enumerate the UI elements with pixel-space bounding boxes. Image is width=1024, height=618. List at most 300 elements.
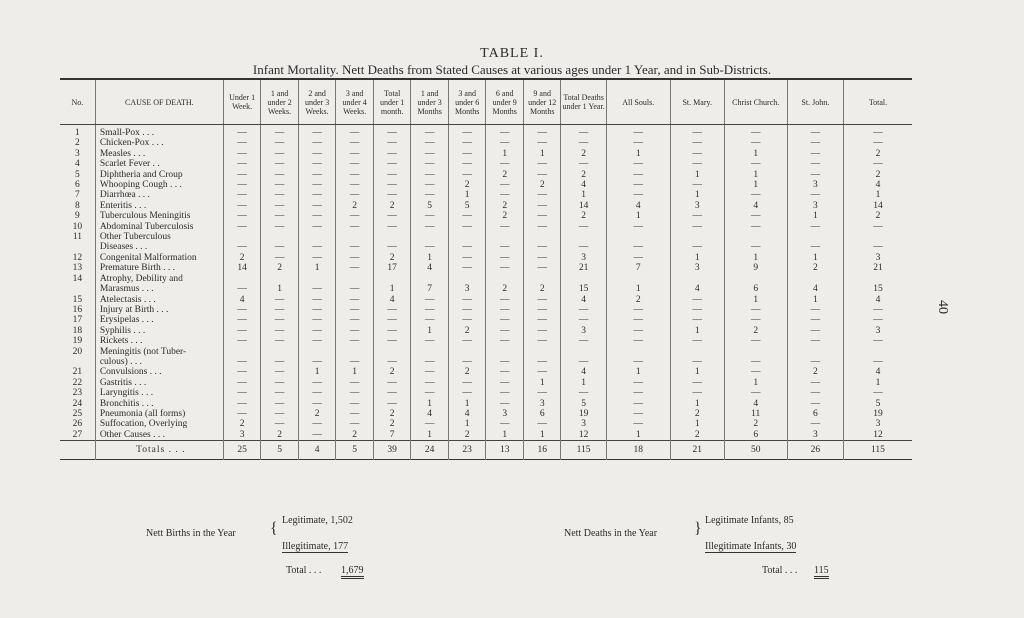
value-cell: 4 [670, 284, 724, 294]
value-cell: 2 [261, 263, 299, 273]
cause-cell: Syphilis . . . [95, 326, 223, 336]
cause-cell: Other Causes . . . [95, 430, 223, 441]
value-cell: — [411, 419, 449, 429]
cause-cell: Other Tuberculous [95, 232, 223, 242]
row-number: 2 [75, 138, 80, 149]
table-row [60, 378, 912, 388]
value-cell: — [843, 159, 912, 169]
value-cell: — [336, 399, 374, 409]
value-cell: — [787, 419, 843, 429]
column-header: 3 and under 6 Months [448, 79, 486, 125]
row-number: 12 [72, 252, 83, 263]
value-cell: — [670, 315, 724, 325]
value-cell: 5 [561, 399, 606, 409]
value-cell: — [787, 159, 843, 169]
value-cell: — [223, 284, 261, 294]
value-cell: — [670, 222, 724, 232]
value-cell: — [486, 357, 524, 367]
value-cell: 1 [606, 430, 670, 441]
value-cell: 14 [561, 201, 606, 211]
value-cell: — [223, 409, 261, 419]
value-cell: 1 [670, 367, 724, 377]
deaths-brace: } [694, 520, 702, 537]
value-cell: 6 [724, 284, 787, 294]
value-cell: — [336, 378, 374, 388]
value-cell: — [448, 242, 486, 252]
value-cell: — [223, 399, 261, 409]
value-cell: — [606, 159, 670, 169]
cause-cell: Atelectasis . . . [95, 295, 223, 305]
value-cell: — [606, 378, 670, 388]
value-cell: — [486, 399, 524, 409]
cause-cell: Meningitis (not Tuber- [95, 347, 223, 357]
value-cell: 2 [373, 253, 411, 263]
value-cell: — [448, 138, 486, 148]
value-cell: — [561, 305, 606, 315]
value-cell [787, 347, 843, 357]
value-cell [843, 274, 912, 284]
cause-cell: Small-Pox . . . [95, 125, 223, 139]
value-cell: — [787, 315, 843, 325]
value-cell [523, 347, 561, 357]
value-cell: 3 [523, 399, 561, 409]
value-cell: — [298, 305, 336, 315]
value-cell [724, 347, 787, 357]
value-cell: — [298, 159, 336, 169]
value-cell: — [523, 367, 561, 377]
table-title: TABLE I. [480, 46, 544, 61]
row-number: 18 [72, 325, 83, 336]
table-row [60, 138, 912, 148]
value-cell: — [336, 211, 374, 221]
value-cell: 2 [448, 430, 486, 441]
value-cell: — [561, 222, 606, 232]
value-cell: — [724, 357, 787, 367]
value-cell: — [411, 336, 449, 346]
table-row [60, 315, 912, 325]
cause-cell: Erysipelas . . . [95, 315, 223, 325]
value-cell: — [261, 295, 299, 305]
row-number: 21 [72, 367, 83, 378]
value-cell: — [523, 138, 561, 148]
table-row [60, 274, 912, 284]
total-value-cell: 5 [336, 441, 374, 460]
value-cell: — [606, 125, 670, 139]
value-cell: 1 [670, 253, 724, 263]
value-cell: — [448, 357, 486, 367]
value-cell [523, 274, 561, 284]
value-cell: 2 [486, 211, 524, 221]
value-cell: 2 [336, 201, 374, 211]
value-cell: 2 [724, 419, 787, 429]
value-cell [373, 347, 411, 357]
value-cell: 1 [724, 170, 787, 180]
value-cell: — [298, 419, 336, 429]
value-cell: — [223, 326, 261, 336]
value-cell: 2 [373, 419, 411, 429]
value-cell: — [261, 253, 299, 263]
value-cell: — [448, 125, 486, 139]
value-cell: 3 [561, 253, 606, 263]
births-label: Nett Births in the Year [146, 528, 236, 539]
deaths-illegitimate: Illegitimate Infants, 30 [705, 541, 797, 552]
value-cell: 2 [486, 201, 524, 211]
value-cell [670, 274, 724, 284]
value-cell: — [670, 159, 724, 169]
value-cell: — [561, 125, 606, 139]
value-cell: — [787, 357, 843, 367]
value-cell: — [843, 305, 912, 315]
value-cell: 1 [606, 284, 670, 294]
value-cell: 2 [787, 367, 843, 377]
value-cell: — [261, 367, 299, 377]
cause-cell: Rickets . . . [95, 336, 223, 346]
value-cell: 3 [223, 430, 261, 441]
row-number [60, 242, 95, 252]
value-cell: — [486, 242, 524, 252]
value-cell: 4 [448, 409, 486, 419]
value-cell: 2 [486, 284, 524, 294]
cause-cell: Enteritis . . . [95, 201, 223, 211]
value-cell: 2 [561, 149, 606, 159]
value-cell: — [223, 138, 261, 148]
value-cell: — [411, 190, 449, 200]
value-cell: — [448, 222, 486, 232]
value-cell: — [336, 326, 374, 336]
value-cell: — [486, 138, 524, 148]
value-cell: — [670, 295, 724, 305]
value-cell: — [523, 336, 561, 346]
value-cell [373, 232, 411, 242]
value-cell: 2 [843, 170, 912, 180]
value-cell: — [298, 295, 336, 305]
value-cell: — [373, 138, 411, 148]
value-cell: 9 [724, 263, 787, 273]
value-cell: — [223, 242, 261, 252]
value-cell: — [724, 305, 787, 315]
value-cell: — [670, 211, 724, 221]
value-cell: 14 [223, 263, 261, 273]
column-header: CAUSE OF DEATH. [95, 79, 223, 125]
value-cell: 4 [561, 295, 606, 305]
value-cell: — [223, 378, 261, 388]
value-cell: — [411, 159, 449, 169]
value-cell [606, 232, 670, 242]
cause-cell: Gastritis . . . [95, 378, 223, 388]
births-illegitimate: Illegitimate, 177 [282, 541, 349, 552]
value-cell: 2 [486, 170, 524, 180]
value-cell: 2 [670, 409, 724, 419]
value-cell: — [523, 190, 561, 200]
value-cell: — [787, 125, 843, 139]
value-cell: — [373, 378, 411, 388]
value-cell: 2 [523, 180, 561, 190]
value-cell: — [223, 222, 261, 232]
value-cell: 4 [843, 180, 912, 190]
table-row [60, 149, 912, 159]
value-cell: — [336, 222, 374, 232]
row-number: 5 [75, 169, 80, 180]
value-cell [670, 347, 724, 357]
total-value-cell: 16 [523, 441, 561, 460]
total-value-cell: 115 [843, 441, 912, 460]
value-cell [223, 347, 261, 357]
value-cell: 3 [670, 201, 724, 211]
value-cell: — [223, 201, 261, 211]
total-value-cell: 24 [411, 441, 449, 460]
cause-cell: Tuberculous Meningitis [95, 211, 223, 221]
value-cell: 2 [448, 180, 486, 190]
value-cell: — [523, 253, 561, 263]
value-cell: — [373, 149, 411, 159]
value-cell [336, 274, 374, 284]
value-cell [448, 347, 486, 357]
deaths-total-label: Total . . . [762, 565, 798, 576]
value-cell: — [561, 242, 606, 252]
value-cell: — [223, 367, 261, 377]
value-cell: — [486, 336, 524, 346]
value-cell: 21 [561, 263, 606, 273]
value-cell: — [298, 430, 336, 441]
value-cell: 1 [523, 430, 561, 441]
value-cell: — [670, 125, 724, 139]
row-number: 3 [75, 148, 80, 159]
value-cell: — [843, 315, 912, 325]
totals-label: Totals . . . [95, 441, 223, 460]
value-cell: — [298, 253, 336, 263]
table-row [60, 211, 912, 221]
cause-cell: Suffocation, Overlying [95, 419, 223, 429]
table-row [60, 263, 912, 273]
value-cell: 1 [670, 419, 724, 429]
value-cell: — [606, 180, 670, 190]
value-cell: — [261, 357, 299, 367]
value-cell: — [606, 419, 670, 429]
value-cell: 1 [523, 378, 561, 388]
births-brace: { [270, 520, 278, 537]
value-cell: 4 [411, 409, 449, 419]
column-header: 9 and under 12 Months [523, 79, 561, 125]
totals-row [60, 441, 912, 460]
value-cell: — [448, 388, 486, 398]
value-cell: — [724, 367, 787, 377]
value-cell: 1 [448, 419, 486, 429]
value-cell: — [523, 357, 561, 367]
value-cell: — [523, 305, 561, 315]
value-cell: — [843, 138, 912, 148]
value-cell: — [261, 180, 299, 190]
value-cell: — [561, 159, 606, 169]
value-cell: 2 [606, 295, 670, 305]
row-number: 24 [72, 398, 83, 409]
value-cell: — [336, 190, 374, 200]
value-cell [448, 274, 486, 284]
row-number: 19 [72, 336, 83, 347]
value-cell: — [486, 190, 524, 200]
value-cell: — [523, 242, 561, 252]
cause-cell: Abdominal Tuberculosis [95, 222, 223, 232]
value-cell: — [448, 378, 486, 388]
totals-blank [60, 441, 95, 460]
value-cell: 3 [787, 201, 843, 211]
value-cell: 7 [373, 430, 411, 441]
value-cell: — [724, 388, 787, 398]
value-cell: — [606, 388, 670, 398]
value-cell: 4 [561, 180, 606, 190]
value-cell: — [724, 242, 787, 252]
value-cell [223, 232, 261, 242]
value-cell: — [223, 305, 261, 315]
value-cell: — [373, 326, 411, 336]
value-cell: 1 [486, 149, 524, 159]
value-cell: — [336, 242, 374, 252]
value-cell [787, 274, 843, 284]
value-cell: — [411, 170, 449, 180]
table-row [60, 170, 912, 180]
value-cell: — [298, 149, 336, 159]
value-cell: 1 [787, 253, 843, 263]
table-row [60, 430, 912, 441]
cause-cell: Whooping Cough . . . [95, 180, 223, 190]
row-number: 7 [75, 190, 80, 201]
page-number: 40 [935, 300, 950, 314]
value-cell: 1 [670, 399, 724, 409]
value-cell [843, 347, 912, 357]
value-cell: — [670, 388, 724, 398]
value-cell: — [448, 211, 486, 221]
cause-cell: Pneumonia (all forms) [95, 409, 223, 419]
value-cell: — [411, 180, 449, 190]
value-cell: — [670, 149, 724, 159]
table-row [60, 222, 912, 232]
value-cell: — [411, 305, 449, 315]
cause-cell: Marasmus . . . [95, 284, 223, 294]
value-cell: — [606, 315, 670, 325]
value-cell: — [298, 190, 336, 200]
value-cell: — [448, 315, 486, 325]
value-cell: — [486, 367, 524, 377]
column-header: All Souls. [606, 79, 670, 125]
cause-cell: Bronchitis . . . [95, 399, 223, 409]
value-cell: — [724, 315, 787, 325]
value-cell: — [298, 378, 336, 388]
cause-cell: Diseases . . . [95, 242, 223, 252]
row-number [60, 284, 95, 294]
value-cell: — [724, 138, 787, 148]
value-cell: — [298, 315, 336, 325]
row-number: 11 [72, 232, 82, 243]
table-row [60, 295, 912, 305]
value-cell: 12 [561, 430, 606, 441]
value-cell: 4 [724, 201, 787, 211]
value-cell: 4 [606, 201, 670, 211]
value-cell: 5 [448, 201, 486, 211]
row-number: 22 [72, 377, 83, 388]
value-cell: — [787, 170, 843, 180]
value-cell: 1 [523, 149, 561, 159]
total-value-cell: 39 [373, 441, 411, 460]
value-cell: — [486, 305, 524, 315]
value-cell: 1 [486, 430, 524, 441]
value-cell: 17 [373, 263, 411, 273]
value-cell: 1 [787, 211, 843, 221]
value-cell: — [606, 357, 670, 367]
value-cell: 2 [561, 170, 606, 180]
value-cell [298, 274, 336, 284]
value-cell: — [336, 138, 374, 148]
value-cell: — [606, 305, 670, 315]
value-cell: — [298, 399, 336, 409]
value-cell: — [298, 201, 336, 211]
value-cell: — [373, 357, 411, 367]
value-cell: — [336, 295, 374, 305]
value-cell: — [411, 367, 449, 377]
value-cell: — [298, 336, 336, 346]
value-cell: — [223, 125, 261, 139]
value-cell [298, 232, 336, 242]
value-cell: 1 [561, 190, 606, 200]
value-cell: — [724, 211, 787, 221]
value-cell: — [298, 125, 336, 139]
value-cell: — [373, 180, 411, 190]
row-number: 23 [72, 388, 83, 399]
value-cell: — [223, 190, 261, 200]
value-cell: — [787, 305, 843, 315]
value-cell: — [606, 170, 670, 180]
value-cell: 12 [843, 430, 912, 441]
row-number: 9 [75, 211, 80, 222]
value-cell: — [561, 388, 606, 398]
value-cell: — [606, 399, 670, 409]
value-cell: 1 [843, 378, 912, 388]
value-cell: — [843, 357, 912, 367]
value-cell: — [561, 336, 606, 346]
table-subtitle: Infant Mortality. Nett Deaths from Stated Causes at various ages under 1 Year, and in Sub-Districts. [252, 62, 772, 77]
value-cell: — [373, 190, 411, 200]
value-cell: 1 [724, 295, 787, 305]
value-cell: — [373, 315, 411, 325]
value-cell: — [298, 222, 336, 232]
value-cell: — [336, 180, 374, 190]
value-cell: — [724, 159, 787, 169]
value-cell: — [787, 138, 843, 148]
value-cell: — [336, 315, 374, 325]
row-number [60, 357, 95, 367]
value-cell [561, 274, 606, 284]
value-cell: — [336, 170, 374, 180]
row-number: 14 [72, 273, 83, 284]
value-cell: — [606, 409, 670, 419]
value-cell: 15 [843, 284, 912, 294]
value-cell: — [523, 326, 561, 336]
value-cell: — [561, 315, 606, 325]
cause-cell: Measles . . . [95, 149, 223, 159]
value-cell [298, 347, 336, 357]
value-cell: 1 [670, 170, 724, 180]
value-cell: — [373, 211, 411, 221]
value-cell: 2 [298, 409, 336, 419]
value-cell: — [298, 357, 336, 367]
value-cell: — [486, 222, 524, 232]
value-cell: 3 [486, 409, 524, 419]
value-cell: — [448, 170, 486, 180]
row-number: 15 [72, 294, 83, 305]
value-cell [261, 347, 299, 357]
value-cell: — [606, 190, 670, 200]
value-cell: 1 [724, 378, 787, 388]
value-cell: — [843, 125, 912, 139]
value-cell: — [336, 263, 374, 273]
